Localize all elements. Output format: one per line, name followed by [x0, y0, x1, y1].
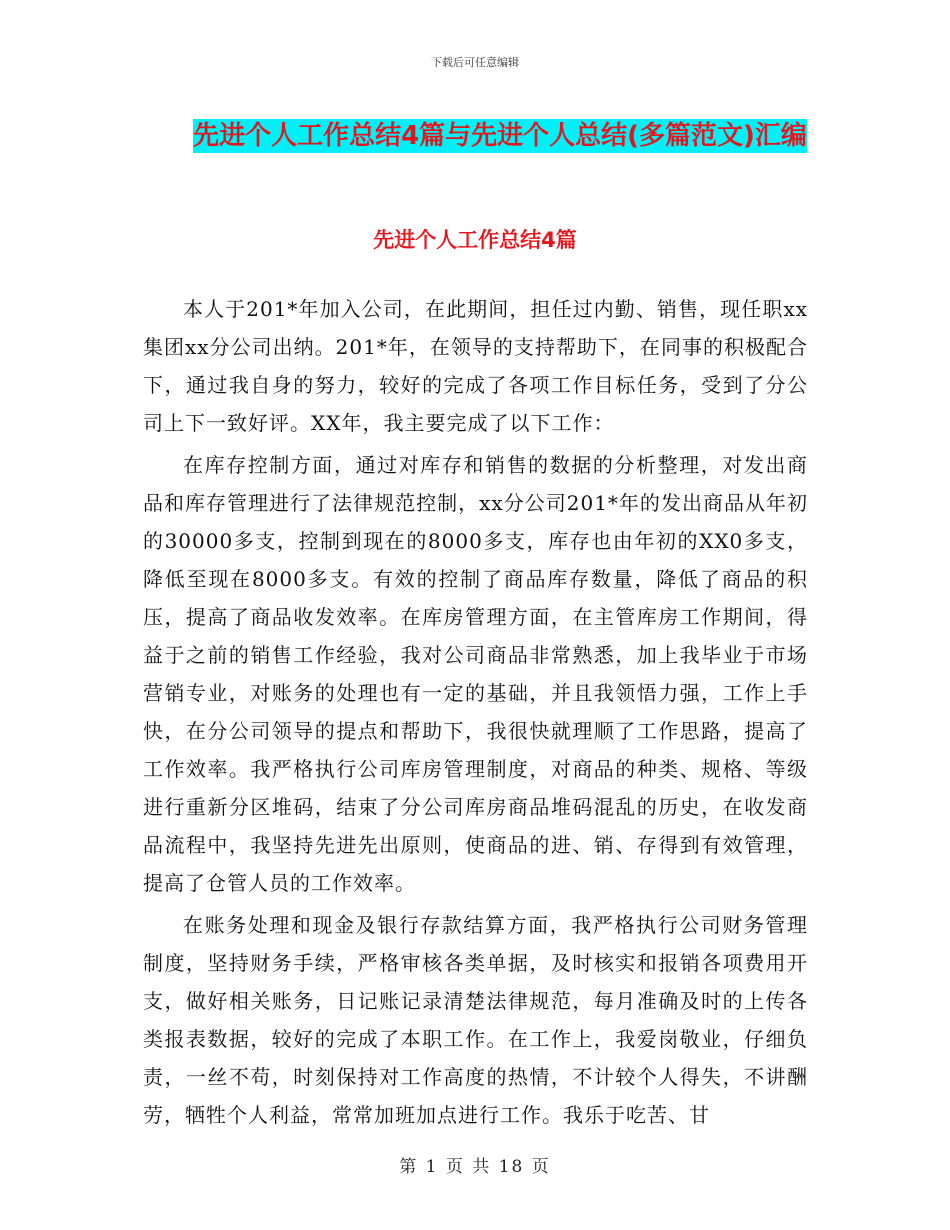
- paragraph: 本人于201*年加入公司，在此期间，担任过内勤、销售，现任职xx集团xx分公司出纳。201*年，在领导的支持帮助下，在同事的积极配合下，通过我自身的努力，较好的完成了各项工作目标任务，受到了分公司上下一致好评。XX年，我主要完成了以下工作：: [143, 297, 808, 435]
- page-number-footer: 第 1 页 共 18 页: [399, 1157, 551, 1177]
- paragraph: 在库存控制方面，通过对库存和销售的数据的分析整理，对发出商品和库存管理进行了法律规范控制，xx分公司201*年的发出商品从年初的30000多支，控制到现在的8000多支，库存也由年初的XX0多支，降低至现在8000多支。有效的控制了商品库存数量，降低了商品的积压，提高了商品收发效率。在库房管理方面，在主管库房工作期间，得益于之前的销售工作经验，我对公司商品非常熟悉，加上我毕业于市场营销专业，对账务的处理也有一定的基础，并且我领悟力强，工作上手快，在分公司领导的提点和帮助下，我很快就理顺了工作思路，提高了工作效率。我严格执行公司库房管理制度，对商品的种类、规格、等级进行重新分区堆码，结束了分公司库房商品堆码混乱的历史，在收发商品流程中，我坚持先进先出原则，使商品的进、销、存得到有效管理，提高了仓管人员的工作效率。: [143, 453, 808, 895]
- document-title-highlight: 先进个人工作总结4篇与先进个人总结(多篇范文)汇编: [193, 121, 807, 151]
- paragraph: 在账务处理和现金及银行存款结算方面，我严格执行公司财务管理制度，坚持财务手续，严格审核各类单据，及时核实和报销各项费用开支，做好相关账务，日记账记录清楚法律规范，每月准确及时的上传各类报表数据，较好的完成了本职工作。在工作上，我爱岗敬业，仔细负责，一丝不苟，时刻保持对工作高度的热情，不计较个人得失，不讲酬劳，牺牲个人利益，常常加班加点进行工作。我乐于吃苦、甘: [143, 913, 808, 1127]
- document-body: [143, 290, 808, 1138]
- section-title: 先进个人工作总结4篇: [373, 228, 577, 252]
- page-header-note: 下载后可任意编辑: [431, 56, 519, 69]
- document-title: [190, 110, 810, 162]
